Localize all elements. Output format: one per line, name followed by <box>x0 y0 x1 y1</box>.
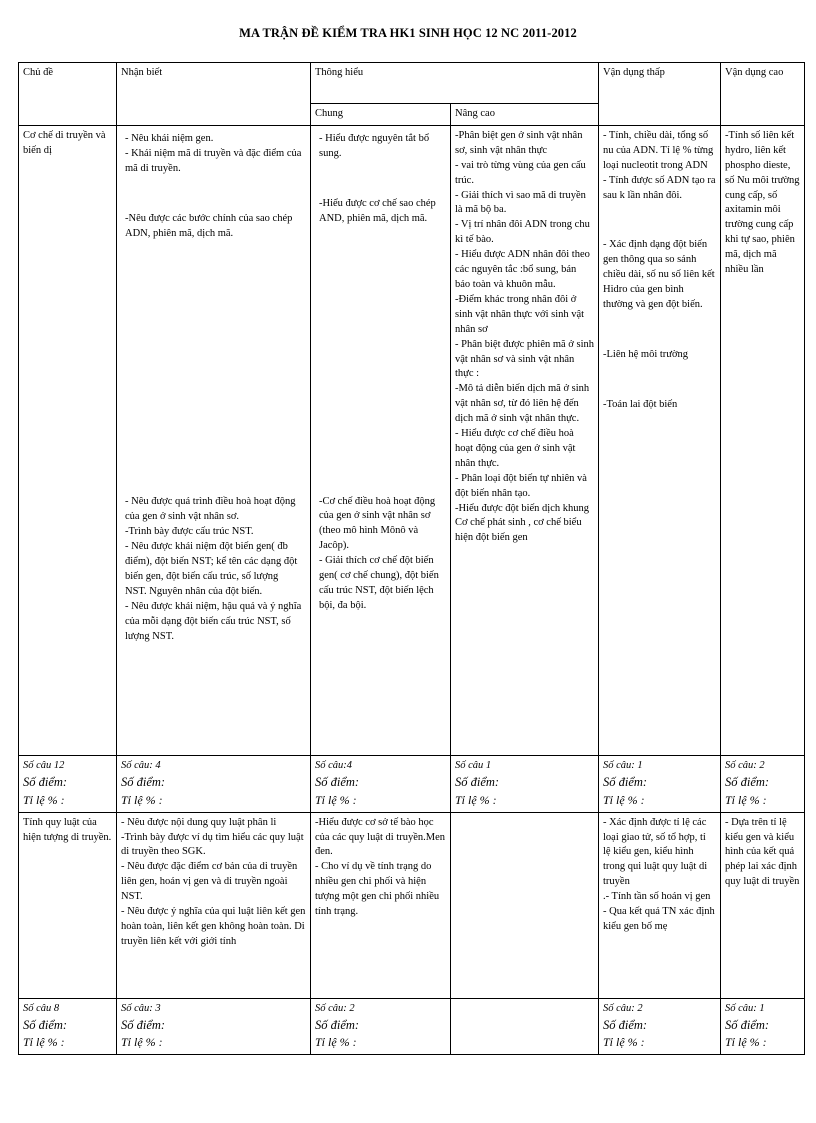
content-paragraph: - Nêu được nội dung quy luật phân li <box>121 816 277 828</box>
nhan-biet-part-b <box>121 492 306 647</box>
content-paragraph: - Hiểu được nguyên tắt bổ sung. <box>319 132 430 159</box>
so-cau: Số câu 1 <box>455 759 492 771</box>
chung-cell <box>311 125 451 755</box>
content-paragraph: - Xác định dạng đột biến gen thông qua so sánh chiều dài, số nu số liên kết Hidro của gen bình thường và gen đột biến. <box>603 239 715 311</box>
so-diem: Số điểm: <box>121 774 166 789</box>
content-paragraph: - Nêu được ý nghĩa của qui luật liên kết gen hoàn toàn, liên kết gen không hoàn toàn. Di truyền liên kết với giới tính <box>121 906 306 947</box>
content-paragraph: - Phân biệt được phiên mã ở sinh vật nhân sơ và sinh vật nhân thực : <box>455 338 594 380</box>
ti-le: Tỉ lệ % : <box>315 1035 357 1050</box>
content-paragraph: - Qua kết quả TN xác định kiểu gen bố mẹ <box>603 906 715 932</box>
so-cau: Số câu: 2 <box>315 1002 355 1014</box>
so-diem: Số điểm: <box>603 1017 648 1032</box>
score-row-2 <box>19 998 805 1055</box>
content-paragraph: -Trình bày được cấu trúc NST. <box>125 526 254 538</box>
content-paragraph: - Nêu được khái niệm, hậu quả và ý nghĩa của mỗi dạng đột biến cấu trúc NST, số lượng NST. <box>125 600 302 642</box>
score-cell <box>117 755 311 812</box>
chung-cell <box>311 812 451 998</box>
so-diem: Số điểm: <box>603 774 648 789</box>
ti-le: Tỉ lệ % : <box>121 1035 163 1050</box>
header-nang-cao: Nâng cao <box>451 104 599 126</box>
ti-le: Tỉ lệ % : <box>121 792 163 807</box>
van-dung-cao-cell <box>721 125 805 755</box>
nang-cao-cell <box>451 125 599 755</box>
so-diem: Số điểm: <box>725 1017 770 1032</box>
so-diem: Số điểm: <box>315 774 360 789</box>
header-thong-hieu: Thông hiểu <box>311 63 599 104</box>
paragraph-gap <box>603 373 716 387</box>
score-cell <box>599 755 721 812</box>
score-cell <box>599 998 721 1055</box>
score-cell <box>117 998 311 1055</box>
content-paragraph: - Giải thích vì sao mã di truyền là mã bộ ba. <box>455 189 586 216</box>
so-cau: Số câu:4 <box>315 759 353 771</box>
content-paragraph: -Hiểu được cơ sở tế bào học của các quy luật di truyền.Men đen. <box>315 816 446 858</box>
score-cell <box>311 755 451 812</box>
content-paragraph: -Nêu được các bước chính của sao chép ADN, phiên mã, dịch mã. <box>125 212 293 239</box>
topic-row-2 <box>19 812 805 998</box>
content-paragraph: - Khái niệm mã di truyền và đặc điểm của mã di truyền. <box>125 147 302 174</box>
content-paragraph: - Xác định được tỉ lệ các loại giao tử, số tổ hợp, tỉ lệ kiểu gen, kiểu hình trong qui luật quy luật di truyền <box>603 816 708 888</box>
so-diem: Số điểm: <box>23 1017 68 1032</box>
document-title: MA TRẬN ĐỀ KIỂM TRA HK1 SINH HỌC 12 NC 2011-2012 <box>239 26 577 40</box>
header-chu-de: Chủ đề <box>19 63 117 126</box>
content-paragraph: -Tính số liên kết hydro, liên kết phospho dieste, số Nu môi trường cung cấp, số axitamin môi trường cung cấp khi tự sao, phiên mã, dịch mã nhiều lần <box>725 129 800 276</box>
content-paragraph: - Hiểu được cơ chế điều hoà hoạt động của gen ở sinh vật nhân thực. <box>455 428 576 469</box>
header-van-dung-thap: Vận dụng thấp <box>599 63 721 126</box>
ti-le: Tỉ lệ % : <box>603 1035 645 1050</box>
content-paragraph: -Liên hệ môi trường <box>603 348 689 360</box>
content-paragraph: -Điểm khác trong nhân đôi ở sinh vật nhân thực với sinh vật nhân sơ <box>455 293 585 335</box>
score-cell <box>311 998 451 1055</box>
so-cau: Số câu: 3 <box>121 1002 161 1014</box>
chung-part-a <box>315 129 446 230</box>
ti-le: Tỉ lệ % : <box>725 1035 767 1050</box>
chung-part-b <box>315 492 446 617</box>
content-paragraph: - Nêu được đặc điểm cơ bản của di truyền liên gen, hoán vị gen và di truyền ngoài NST. <box>121 861 298 903</box>
ti-le: Tỉ lệ % : <box>455 792 497 807</box>
header-van-dung-cao: Vận dụng cao <box>721 63 805 126</box>
so-cau: Số câu: 1 <box>725 1002 765 1014</box>
score-cell <box>721 998 805 1055</box>
score-cell <box>721 755 805 812</box>
content-paragraph: -Mô tả diễn biến dịch mã ở sinh vật nhân sơ, từ đó liên hệ đến dịch mã ở sinh vật nhân thực. <box>455 383 590 425</box>
content-paragraph: -Toán lai đột biến <box>603 398 678 410</box>
score-cell-empty <box>451 998 599 1055</box>
score-cell <box>19 998 117 1055</box>
paragraph-gap <box>125 187 302 201</box>
ti-le: Tỉ lệ % : <box>23 1035 65 1050</box>
so-diem: Số điểm: <box>725 774 770 789</box>
so-cau: Số câu: 2 <box>725 759 765 771</box>
so-cau: Số câu: 1 <box>603 759 643 771</box>
ti-le: Tỉ lệ % : <box>725 792 767 807</box>
content-paragraph: - Tính, chiều dài, tổng số nu của ADN. Tỉ lệ % từng loại nucleotit trong ADN <box>603 129 714 171</box>
so-diem: Số điểm: <box>315 1017 360 1032</box>
content-paragraph: - Nêu khái niệm gen. <box>125 132 214 144</box>
so-cau: Số câu 12 <box>23 759 65 771</box>
van-dung-thap-cell <box>599 812 721 998</box>
so-cau: Số câu 8 <box>23 1002 60 1014</box>
nhan-biet-cell <box>117 125 311 755</box>
content-paragraph: -Cơ chế điều hoà hoạt động của gen ở sinh vật nhân sơ (theo mô hình Mônô và Jacôp). <box>319 495 436 552</box>
so-diem: Số điểm: <box>121 1017 166 1032</box>
header-row <box>19 63 805 104</box>
content-paragraph: - Tính được số ADN tạo ra sau k lần nhân đôi. <box>603 174 716 201</box>
content-paragraph: - Hiểu được ADN nhân đôi theo các nguyên tắc :bổ sung, bán bảo toàn và khuôn mẫu. <box>455 249 590 290</box>
score-cell <box>451 755 599 812</box>
content-paragraph: - Vị trí nhân đôi ADN trong chu kì tế bào. <box>455 219 590 246</box>
so-cau: Số câu: 2 <box>603 1002 643 1014</box>
van-dung-cao-cell <box>721 812 805 998</box>
content-paragraph: -Hiểu được cơ chế sao chép AND, phiên mã, dịch mã. <box>319 197 436 224</box>
paragraph-gap <box>603 214 716 228</box>
paragraph-gap <box>319 172 442 186</box>
content-paragraph: - vai trò từng vùng của gen cấu trúc. <box>455 159 586 186</box>
score-row-1 <box>19 755 805 812</box>
content-paragraph: - Dựa trên tỉ lệ kiểu gen và kiểu hình của kết quả phép lai xác định quy luật di truyền <box>725 816 800 888</box>
content-paragraph: -Phân biệt gen ở sinh vật nhân sơ, sinh vật nhân thực <box>455 129 583 156</box>
header-nhan-biet: Nhận biết <box>117 63 311 126</box>
ti-le: Tỉ lệ % : <box>315 792 357 807</box>
ti-le: Tỉ lệ % : <box>603 792 645 807</box>
topic-cell: Cơ chế di truyền và biến dị <box>19 125 117 755</box>
content-paragraph: - Nêu được quá trình điều hoà hoạt động của gen ở sinh vật nhân sơ. <box>125 496 296 523</box>
content-paragraph: -Hiểu được đột biến dịch khung Cơ chế phát sinh , cơ chế biểu hiện đột biến gen <box>455 502 590 544</box>
so-diem: Số điểm: <box>23 774 68 789</box>
nang-cao-cell <box>451 812 599 998</box>
content-paragraph: - Giải thích cơ chế đột biến gen( cơ chế chung), đột biến cấu trúc NST, đột biến lệch bội, đa bội. <box>319 555 439 611</box>
score-cell <box>19 755 117 812</box>
topic-row-1 <box>19 125 805 755</box>
content-paragraph: - Cho ví dụ về tính trạng do nhiều gen chi phối và hiện tượng một gen chi phối nhiều tính trạng. <box>315 861 440 918</box>
content-paragraph: .- Tính tần số hoán vị gen <box>603 891 711 903</box>
exam-matrix-table <box>18 62 805 1055</box>
content-paragraph: - Nêu được khái niệm đột biến gen( đb điểm), đột biến NST; kể tên các dạng đột biến gen, đột biến cấu trúc, số lượng NST. Nguyên nhân của đột biến. <box>125 541 298 597</box>
so-diem: Số điểm: <box>455 774 500 789</box>
content-paragraph: - Phân loại đột biến tự nhiên và đột biến nhân tạo. <box>455 472 587 499</box>
nhan-biet-part-a <box>121 129 306 245</box>
ti-le: Tỉ lệ % : <box>23 792 65 807</box>
paragraph-gap <box>603 323 716 337</box>
content-paragraph: -Trình bày được ví dụ tìm hiểu các quy luật di truyền theo SGK. <box>121 831 304 858</box>
van-dung-thap-cell <box>599 125 721 755</box>
so-cau: Số câu: 4 <box>121 759 161 771</box>
topic-cell: Tính quy luật của hiện tượng di truyền. <box>19 812 117 998</box>
header-chung: Chung <box>311 104 451 126</box>
nhan-biet-cell <box>117 812 311 998</box>
